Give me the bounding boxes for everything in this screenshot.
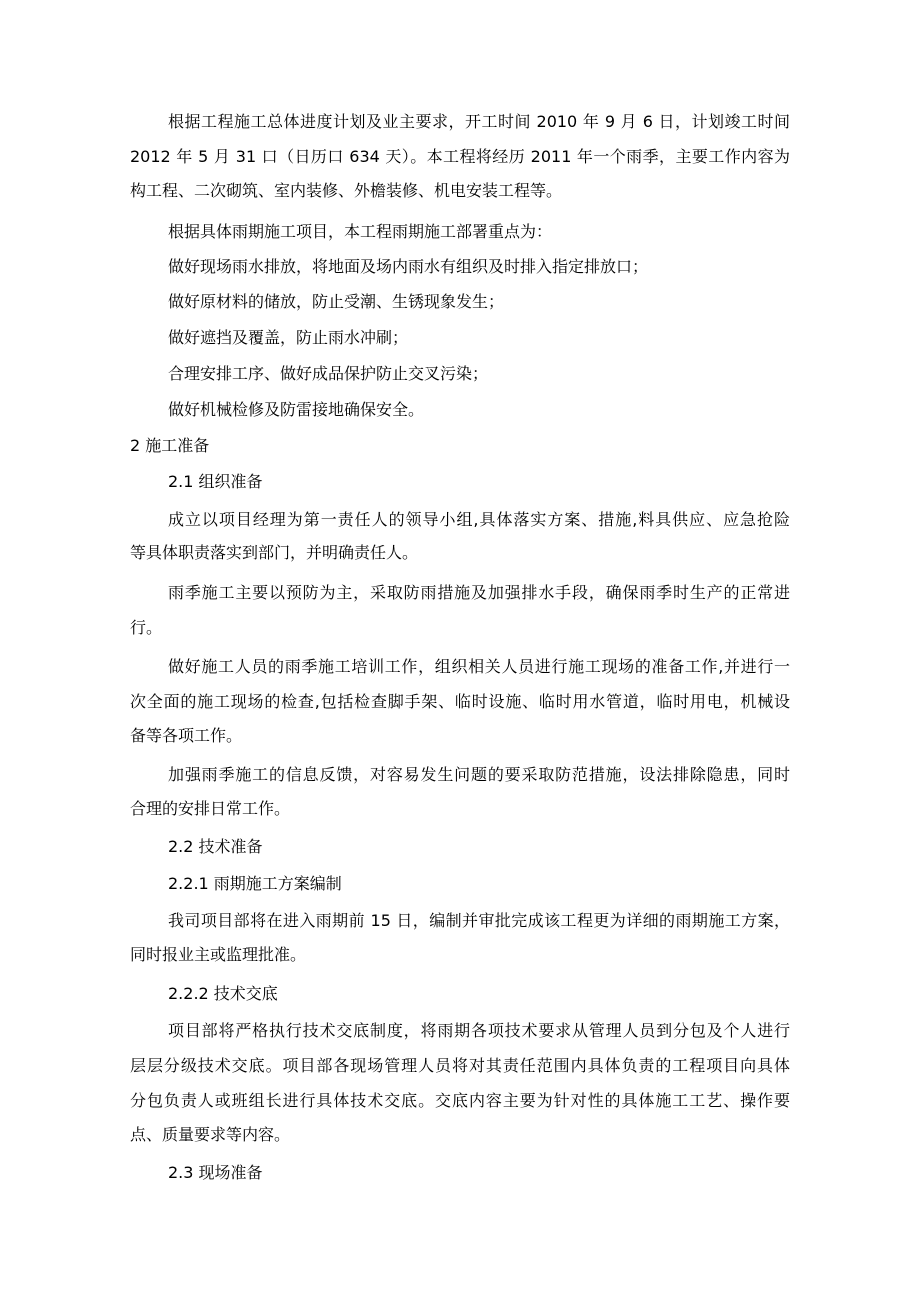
paragraph-line: 构工程、二次砌筑、室内装修、外檐装修、机电安装工程等。 [130,181,563,200]
paragraph-line: 雨季施工主要以预防为主，采取防雨措施及加强排水手段，确保雨季时生产的正常进 [168,583,790,602]
paragraph-line: 根据工程施工总体进度计划及业主要求，开工时间 2010 年 9 月 6 日，计划竣工时间 [168,112,790,131]
section-heading: 2 施工准备 [130,436,210,455]
paragraph-line: 次全面的施工现场的检查,包括检查脚手架、临时设施、临时用水管道，临时用电，机械设 [130,692,790,711]
paragraph-line: 点、质量要求等内容。 [130,1125,291,1144]
paragraph-line: 合理的安排日常工作。 [130,799,291,818]
paragraph-line: 行。 [130,618,163,637]
subsubsection-heading: 2.2.1 雨期施工方案编制 [168,874,342,893]
paragraph-line: 成立以项目经理为第一责任人的领导小组,具体落实方案、措施,料具供应、应急抢险 [168,510,790,529]
paragraph-line: 等具体职责落实到部门，并明确责任人。 [130,543,419,562]
paragraph-line: 分包负责人或班组长进行具体技术交底。交底内容主要为针对性的具体施工工艺、操作要 [130,1091,790,1110]
paragraph-line: 我司项目部将在进入雨期前 15 日，编制并审批完成该工程更为详细的雨期施工方案， [168,911,790,930]
paragraph-line: 2012 年 5 月 31 口（日历口 634 天）。本工程将经历 2011 年一个雨季，主要工作内容为 [130,147,790,166]
paragraph-line: 加强雨季施工的信息反馈，对容易发生问题的要采取防范措施，设法排除隐患，同时 [168,765,790,784]
paragraph-line: 备等各项工作。 [130,726,243,745]
paragraph-line: 同时报业主或监理批准。 [130,945,307,964]
list-item: 做好机械检修及防雷接地确保安全。 [168,400,425,419]
paragraph-line: 项目部将严格执行技术交底制度，将雨期各项技术要求从管理人员到分包及个人进行 [168,1021,790,1040]
list-item: 做好原材料的储放，防止受潮、生锈现象发生； [168,292,505,311]
list-item: 合理安排工序、做好成品保护防止交叉污染； [168,364,489,383]
list-item: 做好遮挡及覆盖，防止雨水冲刷； [168,328,409,347]
paragraph-line: 根据具体雨期施工项目，本工程雨期施工部署重点为： [168,222,553,241]
paragraph-line: 做好施工人员的雨季施工培训工作，组织相关人员进行施工现场的准备工作,并进行一 [168,657,790,676]
paragraph-line: 层层分级技术交底。项目部各现场管理人员将对其责任范围内具体负责的工程项目向具体 [130,1056,790,1075]
subsection-heading: 2.1 组织准备 [168,472,263,491]
subsubsection-heading: 2.2.2 技术交底 [168,984,278,1003]
list-item: 做好现场雨水排放，将地面及场内雨水有组织及时排入指定排放口； [168,257,649,276]
subsection-heading: 2.2 技术准备 [168,837,263,856]
subsection-heading: 2.3 现场准备 [168,1163,263,1182]
